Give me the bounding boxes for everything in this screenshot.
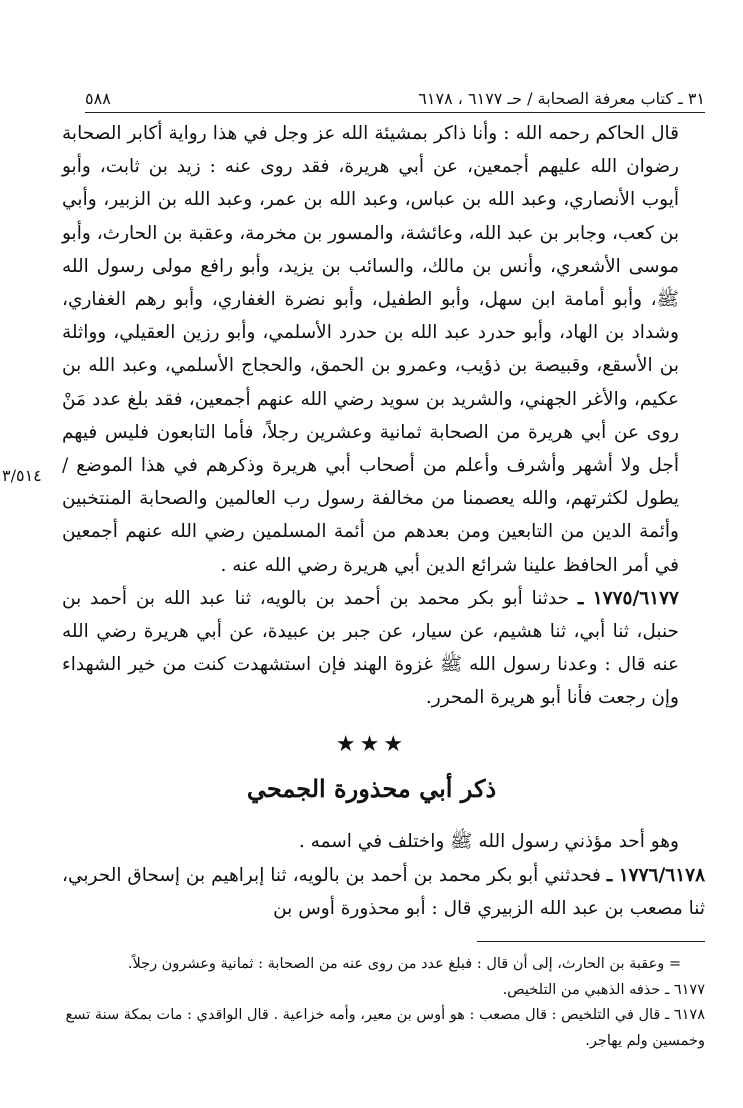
footnote-rule [477,941,705,942]
section-body [62,825,705,926]
margin-reference: ٣/٥١٤ [2,466,42,485]
section-divider-stars: ★★★ [335,732,408,757]
hadith-6178-number: ١٧٧٦/٦١٧٨ ـ [606,864,705,886]
hadith-6177-number: ١٧٧٥/٦١٧٧ ـ [577,587,679,609]
running-title: ٣١ ـ كتاب معرفة الصحابة / حـ ٦١٧٧ ، ٦١٧٨ [418,88,705,108]
footnotes [62,952,705,1054]
running-head [85,84,705,113]
hadith-6178 [62,859,705,926]
hadith-6177-text: حدثنا أبو بكر محمد بن أحمد بن بالويه، ثنا عبد الله بن أحمد بن حنبل، ثنا أبي، ثنا هشيم، عن سيار، عن جبر بن عبيدة، عن أبي هريرة رضي الله عنه قال : وعدنا رسول الله ﷺ غزوة الهند فإن استشهدت كنت من خير الشهداء وإن رجعت فأنا أبو هريرة المحرر. [62,587,679,709]
hadith-6177 [62,582,705,715]
section-title: ذكر أبي محذورة الجمحي [246,774,497,803]
main-text [62,117,705,715]
footnote-6177: ٦١٧٧ ـ حذفه الذهبي من التلخيص. [502,981,705,998]
footnote-continuation: = وعقبة بن الحارث، إلى أن قال : فبلغ عدد من روى عنه من الصحابة : ثمانية وعشرون رجلاً. [127,956,681,972]
footnote-6178: ٦١٧٨ ـ قال في التلخيص : قال مصعب : هو أوس بن معير، وأمه خزاعية . قال الواقدي : مات بمكة سنة تسع وخمسين ولم يهاجر. [65,1007,705,1049]
page-number: ٥٨٨ [85,88,111,108]
section-intro: وهو أحد مؤذني رسول الله ﷺ واختلف في اسمه . [298,831,679,852]
hadith-6178-text: فحدثني أبو بكر محمد بن أحمد بن بالويه، ثنا إبراهيم بن إسحاق الحربي، ثنا مصعب بن عبد الله الزبيري قال : أبو محذورة أوس بن [62,864,705,919]
hakim-paragraph: قال الحاكم رحمه الله : وأنا ذاكر بمشيئة الله عز وجل في هذا رواية أكابر الصحابة رضوان الله عليهم أجمعين، عن أبي هريرة، فقد روى عنه : زيد بن ثابت، وأبو أيوب الأنصاري، وعبد الله بن عباس، وعبد الله بن عمر، وعبد الله بن الزبير، وأبي بن كعب، وجابر بن عبد الله، وعائشة، والمسور بن مخرمة، وعقبة بن الحارث، وأبو موسى الأشعري، وأنس بن مالك، والسائب بن يزيد، وأبو رافع مولى رسول الله ﷺ، وأبو أمامة ابن سهل، وأبو الطفيل، وأبو نضرة الغفاري، وأبو رهم الغفاري، وشداد بن الهاد، وأبو حدرد عبد الله بن حدرد الأسلمي، وأبو رزين العقيلي، وواثلة بن الأسقع، وقبيصة بن ذؤيب، وعمرو بن الحمق، والحجاج الأسلمي، وعبد الله بن عكيم، والأغر الجهني، والشريد بن سويد رضي الله عنهم أجمعين، فقد بلغ عدد مَنْ روى عن أبي هريرة من الصحابة ثمانية وعشرين رجلاً، فأما التابعون فليس فيهم أجل ولا أشهر وأشرف وأعلم من أصحاب أبي هريرة وذكرهم في هذا الموضع / يطول لكثرتهم، والله يعصمنا من مخالفة رسول رب العالمين والصحابة المنتخبين وأئمة الدين من التابعين ومن بعدهم من أئمة المسلمين رضي الله عنهم أجمعين في أمر الحافظ علينا شرائع الدين أبي هريرة رضي الله عنه . [62,123,679,576]
